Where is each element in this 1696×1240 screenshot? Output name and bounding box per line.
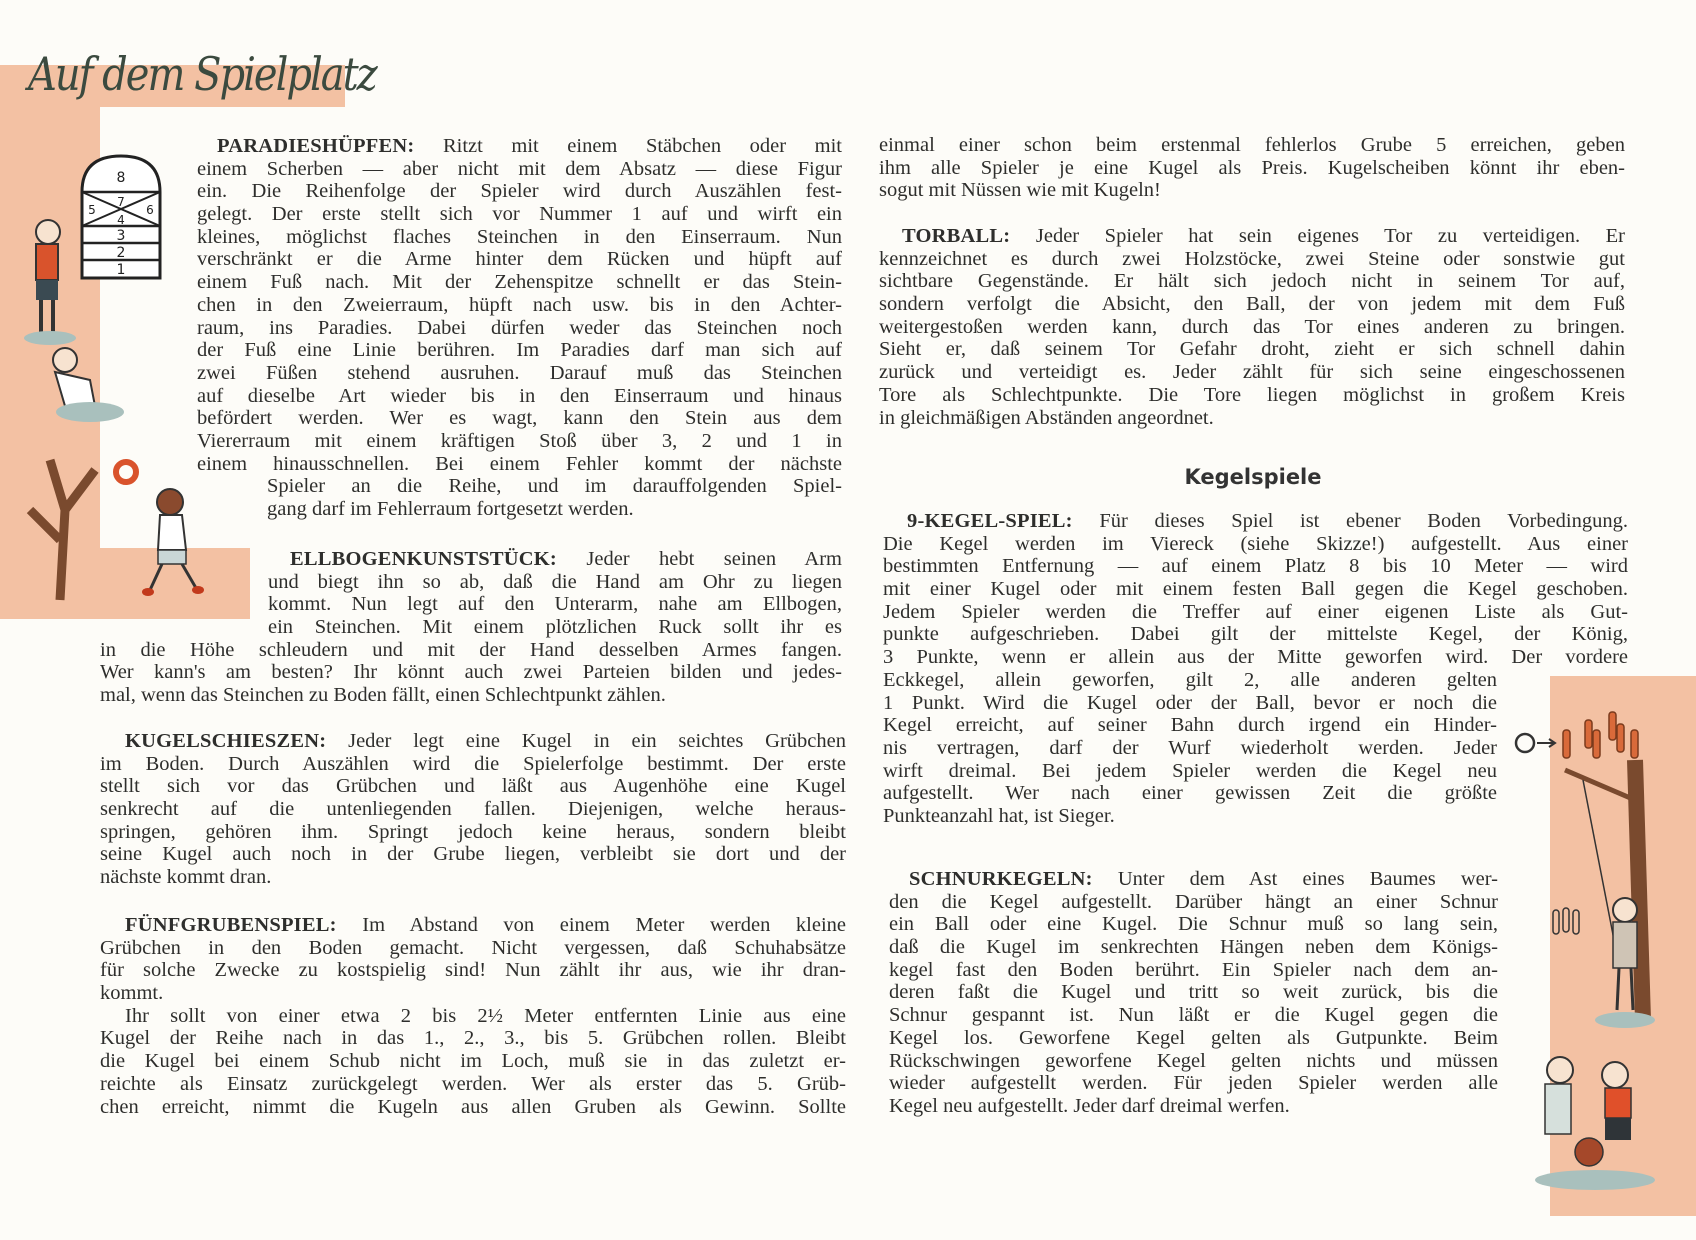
text-line [197,180,842,203]
paragraph-9-kegel-spiel [883,510,1628,828]
text-line [290,548,842,571]
text-line [883,533,1628,556]
line-text: ein Ball oder eine Kugel. Die Schnur muß so lang sein, [889,913,1498,936]
line-text: Grübchen in den Boden gemacht. Nicht vergessen, daß Schuhabsätze [100,936,846,959]
text-line [907,510,1628,533]
section-heading-kegelspiele: Kegelspiele [1184,465,1322,489]
hopscotch-label: 1 [116,262,126,278]
paragraph-kugelschieszen [100,730,846,889]
line-text: für solche Zwecke zu kostspielig sind! Nun zählt ihr aus, wie ihr dran- [100,959,846,982]
paragraph-ellbogenkunststueck [100,548,842,707]
line-text: der Fuß eine Linie berühren. Im Paradies darf man sich auf [197,339,842,362]
line-text: sondern verfolgt die Absicht, den Ball, der von jedem mit dem Fuß [879,293,1625,316]
line-text: 3 Punkte, wenn er allein aus der Mitte geworfen wird. Der vordere [883,646,1628,669]
text-line [197,158,842,181]
line-text: springen, gehören ihm. Springt jedoch keine heraus, sondern bleibt [100,820,846,843]
game-title: KUGELSCHIESZEN: [125,730,327,752]
text-line [879,293,1625,316]
text-line [100,1050,846,1073]
text-line [883,555,1628,578]
game-title: TORBALL: [902,225,1011,247]
line-text: Punkteanzahl hat, ist Sieger. [883,804,1115,827]
text-line [883,782,1497,805]
line-text: wirft dreimal. Bei jedem Spieler werden die Kegel neu [883,759,1497,782]
line-text: den die Kegel aufgestellt. Darüber hängt an einer Schnur [889,890,1498,913]
line-text: Schnur gespannt ist. Nun läßt er die Kugel gegen die [889,1004,1498,1027]
text-line [889,1072,1498,1095]
text-line [100,661,842,684]
text-line [268,593,842,616]
text-line [197,430,842,453]
text-line [889,1095,1498,1118]
hopscotch-label: 3 [116,228,126,244]
game-title: FÜNFGRUBENSPIEL: [125,914,337,936]
text-line [889,913,1498,936]
text-line [100,639,842,662]
line-text: sogut mit Nüssen wie mit Kugeln! [879,179,1161,202]
text-line [879,316,1625,339]
line-text: bestimmten Entfernung — auf einem Platz 8 bis 10 Meter — wird [883,555,1628,578]
text-line [125,730,846,753]
line-text: Kegel neu aufgestellt. Jeder darf dreimal werfen. [889,1094,1290,1117]
line-text: mal, wenn das Steinchen zu Boden fällt, einen Schlechtpunkt zählen. [100,684,666,707]
text-line [267,475,842,498]
line-text: weitergestoßen werden kann, durch das Tor eines anderen zu bringen. [879,315,1625,338]
paragraph-fuenfgrubenspiel [100,914,846,1118]
line-text: Jedem Spieler werden die Treffer auf einer eigenen Liste als Gut- [883,600,1628,623]
line-text: Für dieses Spiel ist ebener Boden Vorbedingung. [1099,510,1628,532]
paragraph-paradieshuepfen [197,135,842,521]
line-text: Die Kegel werden im Viereck (siehe Skizze!) aufgestellt. Aus einer [883,532,1628,555]
page-title: Auf dem Spielplatz [28,48,376,102]
game-title: 9-KEGEL-SPIEL: [907,510,1073,532]
line-text: Im Abstand von einem Meter werden kleine [362,914,846,936]
text-line [267,498,842,521]
line-text: Kegel los. Geworfene Kegel gelten als Gutpunkte. Beim [889,1026,1498,1049]
line-text: deren faßt die Kugel und tritt so weit zurück, bis die [889,981,1498,1004]
line-text: Jeder hebt seinen Arm [586,548,842,570]
text-line [100,959,846,982]
line-text: Eckkegel, allein geworfen, gilt 2, alle anderen gelten [883,668,1497,691]
text-line [100,937,846,960]
text-line [100,798,846,821]
text-line [100,753,846,776]
text-line [879,384,1625,407]
text-line [197,226,842,249]
paragraph-fuenfgrubenspiel-continued [879,134,1625,202]
line-text: kommt. Nun legt auf den Unterarm, nahe am Ellbogen, [268,593,842,616]
text-line [889,891,1498,914]
text-line [879,179,1625,202]
line-text: einmal einer schon beim erstenmal fehlerlos Grube 5 erreichen, geben [879,134,1625,156]
text-line [197,362,842,385]
line-text: einem Scherben — aber nicht mit dem Absatz — diese Figur [197,157,842,180]
text-line [197,271,842,294]
text-line [883,737,1497,760]
text-line [197,294,842,317]
hopscotch-label: 6 [146,203,154,217]
text-line [100,821,846,844]
line-text: Ihr sollt von einer etwa 2 bis 2½ Meter entfernten Linie aus eine [125,1004,846,1027]
line-text: Rückschwingen geworfene Kegel gelten nichts und müssen [889,1049,1498,1072]
line-text: gelegt. Der erste stellt sich vor Nummer 1 auf und wirft ein [197,203,842,226]
text-line [100,684,842,707]
line-text: einem Fuß nach. Mit der Zehenspitze schnellt er das Stein- [197,271,842,294]
text-line [889,1050,1498,1073]
text-line [100,1096,846,1119]
line-text: kleines, möglichst flaches Steinchen in den Einserraum. Nun [197,225,842,248]
line-text: senkrecht auf die untenliegenden fallen. Diejenigen, welche heraus- [100,798,846,821]
line-text: die Kugel bei einem Schub nicht im Loch, muß sie in das zuletzt er- [100,1050,846,1073]
line-text: reichte als Einsatz zurückgelegt werden. Wer als erster das 5. Grüb- [100,1072,846,1095]
line-text: ein Steinchen. Mit einem plötzlichen Ruck sollt ihr es [268,616,842,639]
line-text: Unter dem Ast eines Baumes wer- [1117,868,1498,890]
line-text: verschränkt er die Arme hinter dem Rücken und hüpft auf [197,248,842,271]
text-line [879,270,1625,293]
hopscotch-label: 4 [117,213,125,227]
line-text: Sieht er, daß seinem Tor Gefahr droht, zieht er sich schnell dahin [879,338,1625,361]
text-line [883,805,1497,828]
text-line [100,1073,846,1096]
text-line [883,623,1628,646]
line-text: Jeder legt eine Kugel in ein seichtes Grübchen [348,730,847,752]
game-title: ELLBOGENKUNSTSTÜCK: [290,548,557,570]
text-line [125,1005,846,1028]
line-text: Wer kann's am besten? Ihr könnt auch zwei Parteien bilden und jedes- [100,661,842,684]
text-line [883,760,1497,783]
text-line [883,646,1628,669]
text-line [197,453,842,476]
text-line [197,407,842,430]
text-line [889,1004,1498,1027]
line-text: seine Kugel auch noch in der Grube liegen, verbleibt sie dort und der [100,843,846,866]
text-line [100,866,846,889]
line-text: kennzeichnet es durch zwei Holzstöcke, zwei Steine oder sonstwie gut [879,247,1625,270]
game-title: PARADIESHÜPFEN: [217,135,415,157]
line-text: punkte aufgeschrieben. Dabei gilt der mittelste Kegel, der König, [883,623,1628,646]
line-text: einem hinausschnellen. Bei einem Fehler kommt der nächste [197,452,842,475]
line-text: 1 Punkt. Wird die Kugel oder der Ball, bevor er noch die [883,691,1497,714]
line-text: im Boden. Durch Auszählen wird die Spielerfolge bestimmt. Der erste [100,752,846,775]
text-line [100,843,846,866]
line-text: in die Höhe schleudern und mit der Hand desselben Armes fangen. [100,638,842,661]
text-line [883,714,1497,737]
text-line [879,361,1625,384]
line-text: sichtbare Gegenstände. Er hält sich jedoch nicht in seinem Tor auf, [879,270,1625,293]
line-text: daß die Kugel im senkrechten Hängen neben dem Königs- [889,936,1498,959]
hopscotch-label: 8 [116,170,126,186]
text-line [889,959,1498,982]
line-text: nis vertragen, darf der Wurf wiederholt werden. Jeder [883,736,1497,759]
line-text: stellt sich vor das Grübchen und läßt aus Augenhöhe eine Kugel [100,775,846,798]
text-line [217,135,842,158]
line-text: zwei Füßen stehend ausruhen. Darauf muß das Steinchen [197,361,842,384]
text-line [879,407,1625,430]
text-line [125,914,846,937]
line-text: Ritzt mit einem Stäbchen oder mit [442,135,842,157]
text-line [883,669,1497,692]
text-line [197,317,842,340]
hopscotch-label: 5 [88,203,96,217]
text-line [902,225,1625,248]
paragraph-schnurkegeln [889,868,1498,1118]
text-line [883,601,1628,624]
text-line [889,936,1498,959]
text-line [197,385,842,408]
line-text: raum, ins Paradies. Dabei dürfen weder das Steinchen noch [197,316,842,339]
line-text: Viererraum mit einem kräftigen Stoß über 3, 2 und 1 in [197,429,842,452]
line-text: befördert werden. Wer es wagt, kann den Stein aus dem [197,407,842,430]
line-text: auf dieselbe Art wieder bis in den Einserraum und hinaus [197,384,842,407]
line-text: ihm alle Spieler je eine Kugel als Preis. Kugelscheiben könnt ihr eben- [879,156,1625,179]
text-line [889,1027,1498,1050]
line-text: und biegt ihn so ab, daß die Hand am Ohr zu liegen [268,570,842,593]
game-title: SCHNURKEGELN: [909,868,1093,890]
text-line [100,1027,846,1050]
text-line [197,248,842,271]
text-line [268,571,842,594]
hopscotch-label: 2 [116,245,126,261]
text-line [879,134,1625,157]
line-text: zurück und verteidigt es. Jeder zählt für sich seine eingeschossenen [879,361,1625,384]
line-text: Spieler an die Reihe, und im darauffolgenden Spiel- [267,475,842,498]
hopscotch-label: 7 [117,195,125,209]
text-line [100,775,846,798]
line-text: nächste kommt dran. [100,866,272,889]
line-text: chen in den Zweierraum, hüpft nach usw. bis in den Achter- [197,293,842,316]
line-text: Tore als Schlechtpunkte. Die Tore liegen möglichst in großem Kreis [879,383,1625,406]
line-text: Kegel erreicht, auf seiner Bahn durch irgend ein Hinder- [883,714,1497,737]
line-text: wieder aufgestellt werden. Für jeden Spieler werden alle [889,1072,1498,1095]
text-line [883,692,1497,715]
text-line [197,203,842,226]
line-text: in gleichmäßigen Abständen angeordnet. [879,406,1214,429]
line-text: kommt. [100,982,164,1005]
line-text: mit einer Kugel oder mit einem festen Ball gegen die Kegel geschoben. [883,578,1628,601]
text-line [100,982,846,1005]
text-line [889,981,1498,1004]
text-line [197,339,842,362]
text-line [879,248,1625,271]
line-text: Kugel der Reihe nach in das 1., 2., 3., bis 5. Grübchen rollen. Bleibt [100,1027,846,1050]
text-line [879,338,1625,361]
line-text: ein. Die Reihenfolge der Spieler wird durch Auszählen fest- [197,180,842,203]
line-text: aufgestellt. Wer nach einer gewissen Zeit die größte [883,782,1497,805]
text-line [879,157,1625,180]
text-line [909,868,1498,891]
line-text: chen erreicht, nimmt die Kugeln aus allen Gruben als Gewinn. Sollte [100,1095,846,1118]
text-line [268,616,842,639]
line-text: kegel fast den Boden berührt. Ein Spieler nach dem an- [889,958,1498,981]
text-line [883,578,1628,601]
line-text: Jeder Spieler hat sein eigenes Tor zu verteidigen. Er [1035,225,1626,247]
line-text: gang darf im Fehlerraum fortgesetzt werden. [267,498,634,520]
paragraph-torball [879,225,1625,429]
